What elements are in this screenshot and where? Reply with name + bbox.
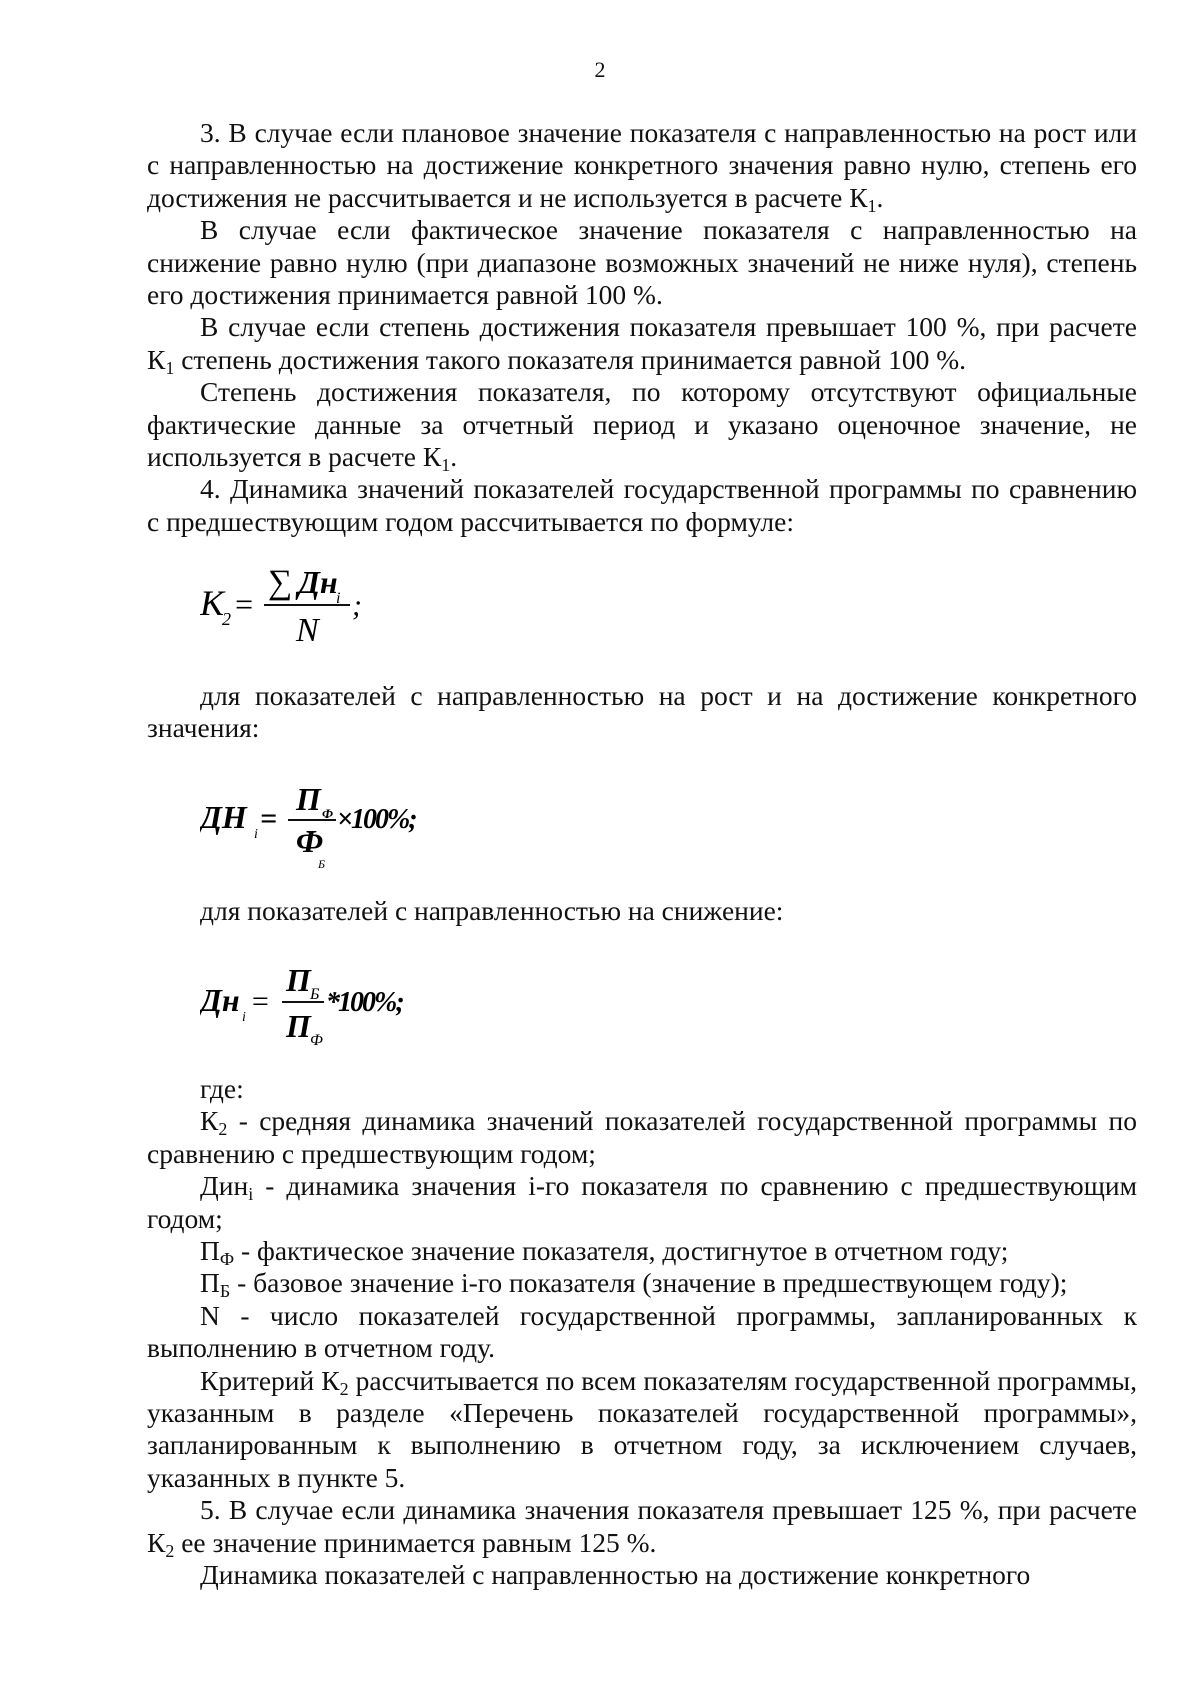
formula-dn-growth-numerator-sub: Ф [322, 806, 334, 821]
paragraph-text: Степень достижения показателя, по которому отсутствуют официальные фактические данные за отчетный период и указано оценочное значение, не используется в расчете К [147, 376, 1137, 473]
formula-dn-decrease-equals: = [250, 985, 271, 1018]
definitions-paragraph [147, 1235, 1137, 1270]
intro-paragraph [147, 117, 1137, 214]
definitions-paragraph [147, 1300, 1137, 1365]
formula-k2-numerator: Дн [298, 564, 338, 600]
formula-dn-growth-tail: ×100%; [337, 804, 416, 835]
subscript: 1 [867, 195, 877, 216]
paragraph-text: 5. В случае если динамика значения показателя превышает 125 %, при расчете К [147, 1494, 1137, 1558]
subscript: 1 [165, 357, 175, 378]
formula-k2-lhs-sub: 2 [222, 609, 231, 629]
paragraph-text: 4. Динамика значений показателей государственной программы по сравнению с предшествующим годом рассчитывается по формуле: [147, 473, 1137, 537]
intro-paragraph [147, 473, 1137, 538]
intro-paragraph [147, 214, 1137, 311]
paragraph-text: - фактическое значение показателя, достигнутое в отчетном году; [234, 1235, 1009, 1267]
formula-k2-svg [200, 553, 400, 653]
caption-growth-text: для показателей с направленностью на рост и на достижение конкретного значения: [147, 680, 1137, 744]
formula-dn-growth-equals: = [260, 802, 278, 835]
paragraph-text: . [876, 181, 884, 213]
formula-dn-growth-lhs: ДН [200, 799, 247, 835]
paragraph-text: Критерий К [200, 1364, 340, 1396]
caption-decrease [147, 895, 1137, 927]
paragraph-text: - средняя динамика значений показателей государственной программы по сравнению с предшествующим годом; [147, 1105, 1137, 1169]
text-block-intro [147, 117, 1137, 538]
formula-dn-decrease-numerator-sub: Б [310, 986, 320, 1003]
subscript: Ф [219, 1249, 235, 1270]
formula-dn-growth [200, 778, 460, 878]
definitions-paragraph [147, 1267, 1137, 1302]
formula-dn-decrease-svg [200, 955, 460, 1055]
formula-dn-decrease-denominator: П [286, 1008, 311, 1044]
subscript: 1 [441, 455, 451, 476]
paragraph-text: рассчитывается по всем показателям государственной программы, указанным в разделе «Перечень показателей государственной программы», запланированным к выполнению в отчетном году, за исключением случаев, указанных в пункте 5. [147, 1364, 1137, 1493]
definitions-paragraph [147, 1559, 1137, 1591]
caption-growth [147, 680, 1137, 745]
formula-k2-tail: ; [352, 589, 362, 622]
subscript: Б [219, 1281, 231, 1302]
caption-decrease-text: для показателей с направленностью на снижение: [200, 895, 784, 926]
paragraph-text: - динамика значения i-го показателя по сравнению с предшествующим годом; [147, 1170, 1137, 1234]
formula-k2-sum: ∑ [268, 564, 293, 601]
paragraph-text: Динамика показателей с направленностью на достижение конкретного [200, 1559, 1031, 1591]
paragraph-text: - базовое значение i-го показателя (значение в предшествующем году); [230, 1267, 1068, 1299]
paragraph-text: . [450, 441, 458, 473]
formula-dn-decrease-lhs-sub: i [242, 1010, 246, 1025]
text-block-definitions [147, 1073, 1137, 1592]
subscript: 2 [165, 1540, 175, 1561]
paragraph-text: В случае если степень достижения показателя превышает 100 %, при расчете К [147, 311, 1137, 375]
subscript: 2 [339, 1378, 349, 1399]
paragraph-text: К [200, 1105, 219, 1137]
formula-dn-growth-denominator-sub: Б [318, 857, 326, 871]
formula-dn-growth-denominator: Ф [296, 823, 324, 859]
definitions-paragraph [147, 1105, 1137, 1170]
page-number: 2 [594, 57, 606, 82]
definitions-paragraph [147, 1170, 1137, 1235]
definitions-paragraph [147, 1073, 1137, 1105]
formula-k2-lhs: K [200, 583, 225, 623]
formula-dn-growth-lhs-sub: i [254, 827, 258, 842]
formula-dn-decrease-lhs: Дн [200, 982, 240, 1018]
intro-paragraph [147, 376, 1137, 476]
formula-dn-growth-svg [200, 778, 460, 878]
formula-k2-denominator: N [296, 612, 319, 649]
paragraph-text: В случае если фактическое значение показателя с направленностью на снижение равно нулю (при диапазоне возможных значений не ниже нуля), степень его достижения принимается равной 100 %. [147, 214, 1137, 311]
formula-dn-growth-numerator: П [296, 781, 321, 817]
formula-dn-decrease-denominator-sub: Ф [310, 1032, 323, 1049]
subscript: 2 [218, 1119, 228, 1140]
formula-k2-numerator-sub: i [336, 590, 341, 607]
intro-paragraph [147, 311, 1137, 376]
formula-dn-decrease-tail: *100%; [326, 987, 403, 1018]
paragraph-text: Дин [200, 1170, 249, 1202]
formula-dn-decrease-numerator: П [286, 962, 311, 998]
formula-k2-equals: = [233, 586, 255, 622]
paragraph-text: ее значение принимается равным 125 %. [174, 1526, 657, 1558]
paragraph-text: где: [200, 1073, 244, 1104]
paragraph-text: П [200, 1267, 220, 1299]
paragraph-text: степень достижения такого показателя принимается равной 100 %. [174, 343, 967, 375]
definitions-paragraph [147, 1494, 1137, 1559]
paragraph-text: N - число показателей государственной программы, запланированных к выполнению в отчетном году. [147, 1299, 1137, 1364]
paragraph-text: П [200, 1235, 220, 1267]
paragraph-text: 3. В случае если плановое значение показателя с направленностью на рост или с направленностью на достижение конкретного значения равно нулю, степень его достижения не рассчитывается и не используется в расчете К [147, 117, 1137, 213]
definitions-paragraph [147, 1365, 1137, 1495]
formula-dn-decrease [200, 955, 460, 1055]
formula-k2 [200, 553, 400, 653]
subscript: i [248, 1184, 254, 1205]
